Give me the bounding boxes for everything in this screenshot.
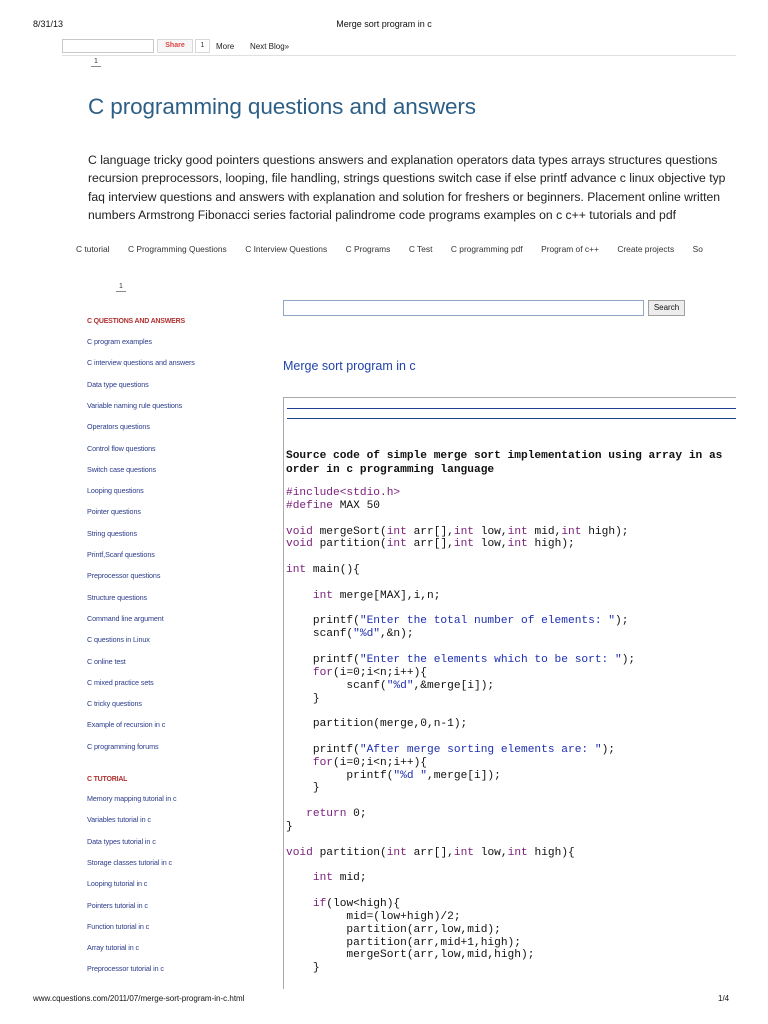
code-line: [286, 590, 736, 603]
code-line: [286, 603, 736, 616]
sidebar-link[interactable]: Structure questions: [87, 592, 148, 602]
code-line: [286, 513, 736, 526]
more-link[interactable]: More: [216, 42, 235, 51]
code-token: );: [614, 615, 629, 628]
print-date: 8/31/13: [33, 19, 64, 29]
code-heading-line: Source code of simple merge sort implementation using array in as: [286, 450, 723, 462]
code-token: [286, 590, 313, 602]
code-token: mergeSort(arr,low,mid,high);: [286, 949, 535, 962]
print-url: www.cquestions.com/2011/07/merge-sort-program-in-c.html: [33, 994, 245, 1003]
search-input[interactable]: [283, 300, 644, 316]
code-token: mergeSort(: [312, 525, 387, 538]
sidebar-heading: C QUESTIONS AND ANSWERS: [87, 318, 185, 325]
code-token: partition(: [312, 538, 387, 551]
code-token: int: [386, 538, 407, 551]
code-line: [286, 911, 736, 924]
print-title: Merge sort program in c: [336, 19, 432, 29]
code-token: int: [312, 589, 334, 602]
code-token: partition(merge,0,n-1);: [286, 718, 468, 731]
print-page-number: 1/4: [718, 994, 730, 1003]
code-token: 0;: [346, 808, 367, 821]
code-token: low,: [474, 525, 508, 538]
code-token: ,&merge[i]);: [413, 679, 495, 692]
code-line: [286, 924, 736, 937]
sidebar-link[interactable]: C interview questions and answers: [87, 358, 195, 368]
code-line: [286, 962, 736, 975]
code-line: [286, 847, 736, 860]
tab-c-programs[interactable]: C Programs: [345, 244, 391, 254]
code-line: [286, 641, 736, 654]
sidebar-link[interactable]: Looping questions: [87, 486, 144, 496]
code-line: [286, 757, 736, 770]
tab-c-tutorial[interactable]: C tutorial: [76, 244, 110, 254]
code-token: partition(: [312, 846, 387, 859]
code-token: [286, 667, 313, 679]
tab-truncated[interactable]: So: [692, 244, 703, 254]
sidebar-link[interactable]: Example of recursion in c: [87, 720, 166, 730]
code-line: [286, 898, 736, 911]
next-blog-link[interactable]: Next Blog»: [250, 42, 290, 51]
code-line: [286, 731, 736, 744]
code-token: }: [286, 820, 293, 833]
sidebar-link[interactable]: Looping tutorial in c: [87, 879, 148, 889]
code-token: int: [453, 846, 475, 859]
code-line: [286, 770, 736, 783]
code-token: }: [286, 692, 320, 705]
code-line: [286, 872, 736, 885]
code-token: printf(: [286, 615, 360, 628]
search-button[interactable]: Search: [648, 300, 685, 316]
tab-program-of-cpp[interactable]: Program of c++: [541, 244, 599, 254]
blog-description-line: C language tricky good pointers questions answers and explanation operators data types arrays structures questions: [88, 153, 718, 167]
code-divider: [287, 408, 736, 409]
sidebar-link[interactable]: Function tutorial in c: [87, 921, 150, 931]
code-line: [286, 538, 736, 551]
code-token: ,&n);: [380, 628, 414, 641]
sidebar-link[interactable]: C programming forums: [87, 741, 159, 751]
sidebar-link[interactable]: C mixed practice sets: [87, 677, 154, 687]
code-token: int: [386, 525, 407, 538]
code-line: [286, 705, 736, 718]
sidebar-link[interactable]: Pointers tutorial in c: [87, 900, 148, 910]
plusone-count-badge[interactable]: 1: [91, 58, 101, 67]
sidebar-link[interactable]: C questions in Linux: [87, 635, 150, 645]
sidebar-link[interactable]: C online test: [87, 656, 126, 666]
code-token: for: [312, 666, 334, 679]
code-token: "Enter the elements which to be sort: ": [359, 653, 622, 666]
code-token: int: [312, 872, 334, 885]
code-token: printf(: [286, 743, 360, 756]
sidebar-link[interactable]: Operators questions: [87, 422, 150, 432]
code-token: void: [286, 525, 313, 538]
code-line: [286, 821, 736, 834]
code-token: int: [507, 525, 528, 538]
sidebar-link[interactable]: Memory mapping tutorial in c: [87, 794, 177, 803]
sidebar-link[interactable]: Pointer questions: [87, 507, 141, 517]
code-token: );: [601, 743, 615, 756]
blog-description: [88, 151, 736, 225]
code-divider: [287, 418, 736, 419]
code-token: (low<high){: [326, 898, 401, 910]
code-token: [286, 808, 306, 820]
code-token: #define: [286, 499, 333, 512]
code-token: arr[],: [406, 538, 454, 551]
code-line: [286, 782, 736, 795]
code-token: "%d": [386, 679, 414, 692]
code-token: int: [286, 564, 307, 577]
plusone-count-badge[interactable]: 1: [116, 283, 126, 292]
code-token: low,: [474, 846, 508, 859]
sidebar-link[interactable]: Variables tutorial in c: [87, 815, 151, 825]
blog-title[interactable]: C programming questions and answers: [88, 94, 476, 119]
code-token: scanf(: [286, 628, 354, 641]
code-line: [286, 949, 736, 962]
code-token: low,: [474, 538, 508, 551]
code-token: high);: [581, 525, 629, 538]
code-token: int: [561, 525, 582, 538]
code-token: int: [453, 538, 475, 551]
tab-bar: [76, 244, 736, 258]
sidebar-link[interactable]: C tricky questions: [87, 699, 142, 709]
code-line: [286, 680, 736, 693]
blog-description-line: recursion preprocessors, looping, file handling, strings questions switch case if else printf advance c linux objective typ: [88, 171, 726, 186]
code-token: int: [507, 846, 528, 859]
code-block: [286, 487, 736, 975]
code-line: [286, 628, 736, 641]
code-line: [286, 500, 736, 513]
code-token: high);: [527, 538, 575, 551]
navbar-search-input[interactable]: [62, 39, 154, 53]
sidebar-link[interactable]: Array tutorial in c: [87, 943, 140, 953]
tab-create-projects[interactable]: Create projects: [617, 244, 675, 254]
code-heading: [286, 449, 736, 478]
code-token: main(){: [306, 564, 360, 577]
sidebar-link[interactable]: Data type questions: [87, 379, 149, 389]
sidebar-link[interactable]: Printf,Scanf questions: [87, 550, 155, 559]
code-line: [286, 795, 736, 808]
code-token: ,merge[i]);: [427, 769, 501, 782]
code-token: int: [453, 525, 475, 538]
sidebar-link[interactable]: Variable naming rule questions: [87, 400, 183, 410]
tab-c-programming-pdf[interactable]: C programming pdf: [450, 244, 523, 254]
code-token: [286, 872, 313, 884]
code-line: [286, 564, 736, 577]
sidebar-link[interactable]: String questions: [87, 528, 137, 538]
code-token: mid;: [333, 872, 367, 885]
code-token: return: [306, 808, 347, 821]
code-token: #include<stdio.h>: [286, 487, 401, 499]
code-token: "%d ": [393, 769, 427, 782]
code-token: [286, 898, 313, 910]
code-line: [286, 718, 736, 731]
code-token: for: [312, 756, 334, 769]
sidebar-link[interactable]: Switch case questions: [87, 464, 157, 474]
sidebar-link[interactable]: Data types tutorial in c: [87, 836, 156, 846]
sidebar-link[interactable]: Control flow questions: [87, 443, 156, 453]
code-token: }: [286, 962, 320, 975]
code-token: arr[],: [406, 846, 454, 859]
sidebar-link[interactable]: Preprocessor tutorial in c: [87, 964, 164, 974]
code-line: [286, 885, 736, 898]
sidebar-link[interactable]: C program examples: [87, 337, 152, 346]
code-line: [286, 615, 736, 628]
code-token: partition(arr,low,mid);: [286, 923, 501, 936]
sidebar-link[interactable]: Preprocessor questions: [87, 571, 161, 581]
code-token: [286, 757, 313, 769]
code-token: arr[],: [406, 525, 454, 538]
code-token: void: [286, 538, 313, 551]
code-line: [286, 487, 736, 500]
code-line: [286, 937, 736, 950]
code-line: [286, 693, 736, 706]
code-token: MAX 50: [333, 499, 380, 512]
code-token: void: [286, 846, 313, 859]
code-token: );: [621, 653, 636, 666]
code-token: "Enter the total number of elements: ": [359, 615, 615, 628]
sidebar-heading: C TUTORIAL: [87, 776, 128, 783]
code-token: mid=(low+high)/2;: [286, 910, 461, 923]
code-token: "%d": [353, 628, 380, 641]
code-line: [286, 551, 736, 564]
code-line: [286, 577, 736, 590]
code-token: printf(: [286, 653, 360, 666]
blog-description-line: faq interview questions and answers with explanation and solution for freshers or beginners. Placement online written: [88, 189, 721, 204]
post-title[interactable]: Merge sort program in c: [283, 359, 416, 373]
tab-c-interview-questions[interactable]: C Interview Questions: [245, 244, 328, 254]
share-count: 1: [195, 39, 210, 53]
code-line: [286, 667, 736, 680]
code-line: [286, 526, 736, 539]
code-line: [286, 654, 736, 667]
code-token: high){: [527, 846, 575, 859]
code-token: int: [386, 846, 407, 859]
code-token: partition(arr,mid+1,high);: [286, 936, 521, 949]
code-token: merge[MAX],i,n;: [333, 589, 441, 602]
code-token: int: [507, 538, 528, 551]
tab-c-programming-questions[interactable]: C Programming Questions: [128, 244, 227, 254]
code-token: "After merge sorting elements are: ": [359, 743, 602, 756]
share-button[interactable]: Share: [157, 39, 193, 53]
sidebar-link[interactable]: Storage classes tutorial in c: [87, 857, 172, 867]
code-line: [286, 744, 736, 757]
code-heading-line: order in c programming language: [286, 464, 495, 477]
code-line: [286, 808, 736, 821]
code-line: [286, 834, 736, 847]
code-line: [286, 859, 736, 872]
tab-c-test[interactable]: C Test: [408, 244, 433, 254]
sidebar-link[interactable]: Command line argument: [87, 613, 164, 623]
code-token: printf(: [286, 769, 394, 782]
code-token: (i=0;i<n;i++){: [333, 756, 428, 769]
code-token: }: [286, 782, 320, 795]
navbar-divider: [62, 55, 736, 56]
code-token: if: [312, 898, 327, 910]
code-token: mid,: [527, 525, 562, 538]
code-token: scanf(: [286, 679, 387, 692]
code-token: (i=0;i<n;i++){: [333, 666, 428, 679]
blog-description-line: numbers Armstrong Fibonacci series factorial palindrome code programs examples on c c++ tutorials and pdf: [88, 207, 676, 222]
